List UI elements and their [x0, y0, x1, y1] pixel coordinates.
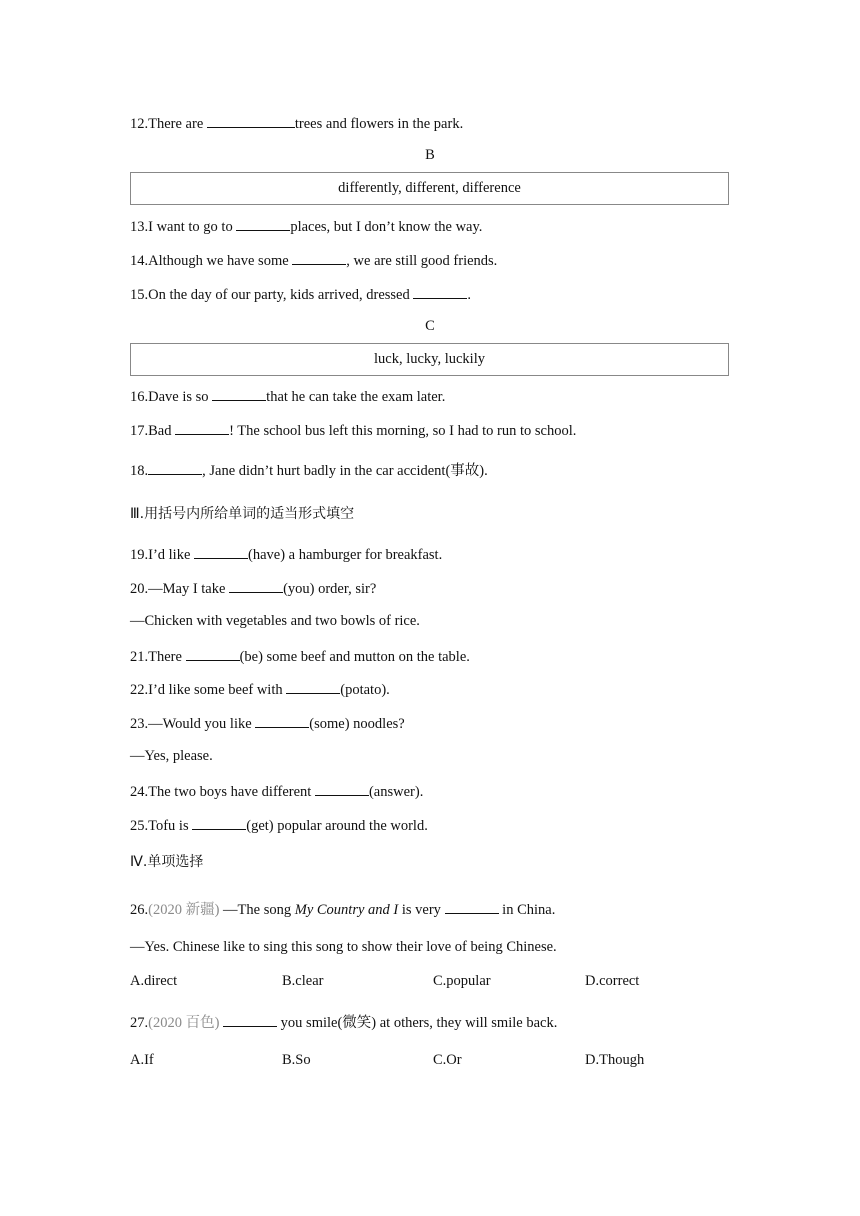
question-20-response: —Chicken with vegetables and two bowls of rice. [130, 613, 420, 629]
word-bank-b [130, 172, 729, 205]
question-12: 12.There are trees and flowers in the park. [130, 113, 463, 133]
question-23-response: —Yes, please. [130, 748, 213, 764]
song-title: My Country and I [294, 902, 399, 918]
answer-blank[interactable] [148, 460, 202, 475]
option-c[interactable]: C.Or [433, 1052, 462, 1068]
answer-blank[interactable] [207, 113, 295, 128]
option-d[interactable]: D.Though [585, 1052, 645, 1068]
question-23: 23.—Would you like (some) noodles? [130, 713, 405, 733]
answer-blank[interactable] [186, 646, 240, 661]
answer-blank[interactable] [194, 544, 248, 559]
source-tag: (2020 百色) [148, 1015, 220, 1031]
question-20: 20.—May I take (you) order, sir? [130, 578, 376, 598]
option-d[interactable]: D.correct [585, 973, 640, 989]
answer-blank[interactable] [286, 679, 340, 694]
option-b[interactable]: B.clear [282, 973, 324, 989]
word-bank-text: differently, different, difference [338, 180, 521, 196]
option-a[interactable]: A.If [130, 1052, 154, 1068]
question-18: 18. , Jane didn’t hurt badly in the car accident(事故). [130, 460, 488, 480]
answer-blank[interactable] [175, 420, 229, 435]
word-bank-c [130, 343, 729, 376]
section-b-letter: B [425, 147, 435, 163]
question-19: 19.I’d like (have) a hamburger for breakfast. [130, 544, 442, 564]
answer-blank[interactable] [192, 815, 246, 830]
question-26-response: —Yes. Chinese like to sing this song to show their love of being Chinese. [130, 939, 557, 955]
question-13: 13.I want to go to places, but I don’t know the way. [130, 216, 482, 236]
answer-blank[interactable] [255, 713, 309, 728]
question-27: 27.(2020 百色) you smile(微笑) at others, they will smile back. [130, 1012, 557, 1032]
question-15: 15.On the day of our party, kids arrived, dressed . [130, 284, 471, 304]
section-c-letter: C [425, 318, 435, 334]
option-a[interactable]: A.direct [130, 973, 178, 989]
question-16: 16.Dave is so that he can take the exam later. [130, 386, 445, 406]
question-26: 26.(2020 新疆) —The song My Country and I is very in China. [130, 899, 555, 919]
option-b[interactable]: B.So [282, 1052, 311, 1068]
question-24: 24.The two boys have different (answer). [130, 781, 423, 801]
word-bank-text: luck, lucky, luckily [373, 351, 485, 367]
answer-blank[interactable] [236, 216, 290, 231]
section-3-heading: Ⅲ.用括号内所给单词的适当形式填空 [130, 506, 355, 522]
option-c[interactable]: C.popular [433, 973, 491, 989]
question-22: 22.I’d like some beef with (potato). [130, 679, 390, 699]
source-tag: (2020 新疆) [148, 902, 220, 918]
question-17: 17.Bad ! The school bus left this morning, so I had to run to school. [130, 420, 576, 440]
answer-blank[interactable] [292, 250, 346, 265]
question-21: 21.There (be) some beef and mutton on the table. [130, 646, 470, 666]
answer-blank[interactable] [315, 781, 369, 796]
question-25: 25.Tofu is (get) popular around the world. [130, 815, 428, 835]
section-4-heading: Ⅳ.单项选择 [130, 854, 204, 870]
question-14: 14.Although we have some , we are still good friends. [130, 250, 497, 270]
answer-blank[interactable] [445, 899, 499, 914]
answer-blank[interactable] [223, 1012, 277, 1027]
answer-blank[interactable] [229, 578, 283, 593]
answer-blank[interactable] [212, 386, 266, 401]
answer-blank[interactable] [413, 284, 467, 299]
